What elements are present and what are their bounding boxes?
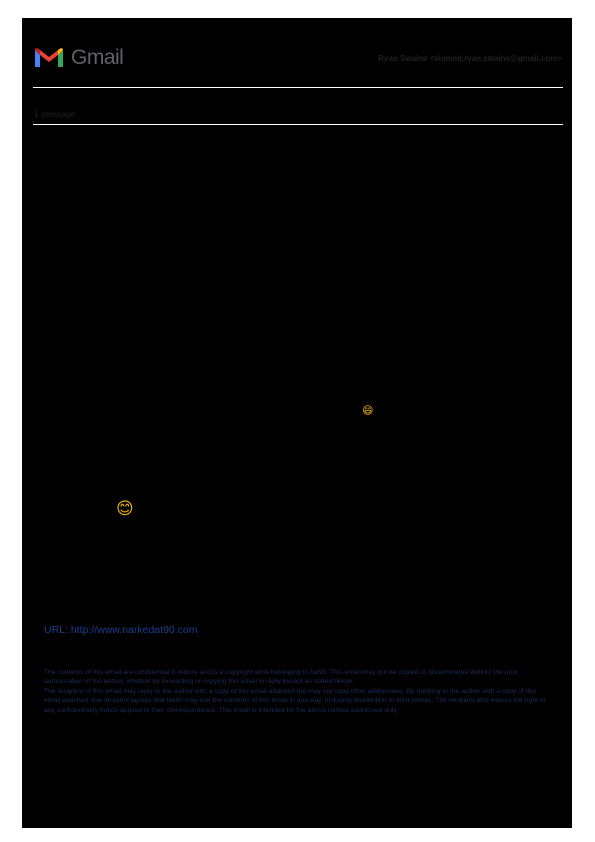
header-divider xyxy=(33,87,563,88)
website-link[interactable]: http://www.narkedat90.com xyxy=(70,624,198,636)
gmail-wordmark: Gmail xyxy=(71,46,124,69)
gmail-m-icon xyxy=(33,47,65,69)
smiling-emoji-icon: 😊 xyxy=(116,499,134,519)
website-line xyxy=(44,624,198,636)
confidentiality-disclaimer xyxy=(44,668,552,715)
grinning-emoji-icon: 😄 xyxy=(362,404,374,417)
disclaimer-paragraph: The contents of this email are confidential in nature and is a copyright work belonging to Na90. This email may not be copied or disseminated without the prior authorisation of the author, whether by forwarding or copying this email in reply except as stated below. xyxy=(44,669,519,686)
thread-divider xyxy=(33,124,563,125)
sender-address: Ryan Swaine <viamed.ryan.swaine@gmail.com> xyxy=(378,54,562,63)
email-print-page xyxy=(22,18,572,828)
disclaimer-paragraph: The recipient of this email may reply to the author with a copy of this email attached but may not copy other addressees. By replying to the author with a copy of this email attached, the recipient agrees that Na90 may use the contents of this email in any way, including distribution to third parties. The recipient also waives the right to any confidentiality notice applied to their correspondence. This email is intended for the above named addressee only xyxy=(44,687,546,714)
url-label: URL: xyxy=(44,624,68,636)
gmail-logo xyxy=(33,46,123,70)
message-count: 1 message xyxy=(34,109,76,119)
